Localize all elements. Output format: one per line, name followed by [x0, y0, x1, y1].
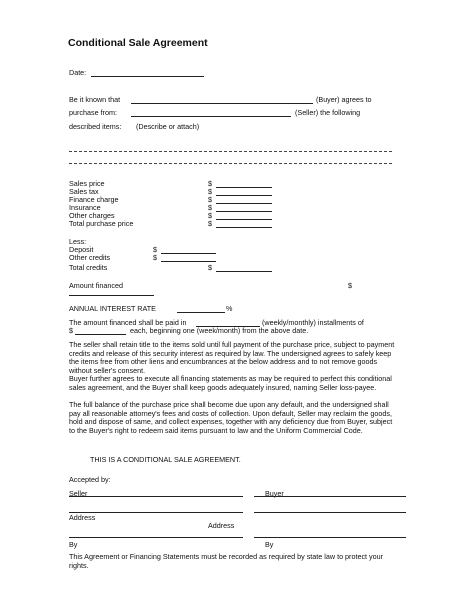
intro-line3-label: described items: — [69, 122, 122, 131]
other-credits-field[interactable] — [161, 261, 216, 262]
dollar-sign: $ — [153, 253, 157, 262]
buyer-by-label: By — [265, 540, 274, 549]
amount-field[interactable] — [216, 203, 272, 204]
percent-sign: % — [226, 304, 233, 313]
seller-signature-line[interactable] — [69, 496, 243, 497]
dollar-sign: $ — [208, 179, 212, 188]
dollar-sign: $ — [208, 195, 212, 204]
default-clause: The full balance of the purchase price shall become due upon any default, and the undersigned shall pay all reasonable attorney's fees and costs of collection. Upon default, Seller may reclaim the goods, hold and dispose of same, and collect expenses, together with any deficiency due from Buyer, subject to the Buyer's right to redeem said items pursuant to law and the Uniform Commercial Code. — [69, 400, 393, 435]
installment-dollar: $ — [69, 326, 73, 335]
amount-field[interactable] — [216, 219, 272, 220]
buyer-address-line[interactable] — [254, 537, 406, 538]
intro-line2-label: purchase from: — [69, 108, 117, 117]
title-retention-clause: The seller shall retain title to the items sold until full payment of the purchase price, subject to payment credits and release of this security interest as required by law. The undersigned agrees to safely keep the items free from other liens and encumbrances at the below address and to not remove goods without seller's consent. — [69, 340, 395, 375]
describe-note: (Describe or attach) — [136, 122, 200, 131]
amount-financed-underline — [69, 295, 154, 296]
price-item: Total purchase price — [69, 219, 134, 228]
intro-line2-suffix: (Seller) the following — [295, 108, 361, 117]
intro-line1-suffix: (Buyer) agrees to — [316, 95, 372, 104]
total-credits-field[interactable] — [216, 271, 272, 272]
price-item: Finance charge — [69, 195, 119, 204]
buyer-signature-line[interactable] — [254, 496, 406, 497]
recording-notice: This Agreement or Financing Statements must be recorded as required by state law to protect your rights. — [69, 552, 384, 570]
dollar-sign: $ — [208, 211, 212, 220]
price-item: Sales price — [69, 179, 105, 188]
amount-field[interactable] — [216, 195, 272, 196]
dollar-sign: $ — [153, 245, 157, 254]
buyer-name-field[interactable] — [131, 103, 313, 104]
apr-label: ANNUAL INTEREST RATE — [69, 304, 156, 313]
installments-line1-label: The amount financed shall be paid in — [69, 318, 187, 327]
amount-field[interactable] — [216, 187, 272, 188]
dollar-sign: $ — [208, 187, 212, 196]
agreement-statement: THIS IS A CONDITIONAL SALE AGREEMENT. — [90, 455, 241, 464]
price-item: Insurance — [69, 203, 101, 212]
less-item: Deposit — [69, 245, 94, 254]
seller-name-field[interactable] — [131, 116, 291, 117]
date-label: Date: — [69, 68, 87, 77]
less-item: Other credits — [69, 253, 111, 262]
seller-by-label: By — [69, 540, 78, 549]
installment-amount-field[interactable] — [75, 334, 126, 335]
document-title: Conditional Sale Agreement — [68, 37, 208, 49]
price-item: Other charges — [69, 211, 115, 220]
price-item: Sales tax — [69, 187, 99, 196]
deposit-field[interactable] — [161, 253, 216, 254]
accepted-by-label: Accepted by: — [69, 475, 111, 484]
installments-line2-suffix: each, beginning one (week/month) from the above date. — [130, 326, 309, 335]
seller-address-line[interactable] — [69, 537, 243, 538]
less-label: Less: — [69, 237, 87, 246]
amount-financed-label: Amount financed — [69, 281, 123, 290]
dollar-sign: $ — [208, 219, 212, 228]
dollar-sign: $ — [208, 203, 212, 212]
description-line-2[interactable] — [69, 163, 392, 164]
apr-field[interactable] — [177, 312, 225, 313]
buyer-line-2[interactable] — [254, 512, 406, 513]
installments-line1-suffix: (weekly/monthly) installments of — [262, 318, 364, 327]
dollar-sign: $ — [208, 263, 212, 272]
date-field[interactable] — [91, 76, 204, 77]
financing-clause: Buyer further agrees to execute all financing statements as may be required to perfect this conditional sales agreement, and the Buyer shall keep goods adequately insured, naming Seller loss-payee. — [69, 374, 392, 392]
seller-address-label: Address — [69, 513, 96, 522]
seller-line-2[interactable] — [69, 512, 243, 513]
amount-field[interactable] — [216, 227, 272, 228]
intro-line1-label: Be it known that — [69, 95, 121, 104]
buyer-address-label: Address — [208, 521, 235, 530]
description-line-1[interactable] — [69, 151, 392, 152]
buyer-label: Buyer — [265, 489, 284, 498]
total-credits-label: Total credits — [69, 263, 108, 272]
dollar-sign: $ — [348, 281, 352, 290]
seller-label: Seller — [69, 489, 88, 498]
amount-field[interactable] — [216, 211, 272, 212]
